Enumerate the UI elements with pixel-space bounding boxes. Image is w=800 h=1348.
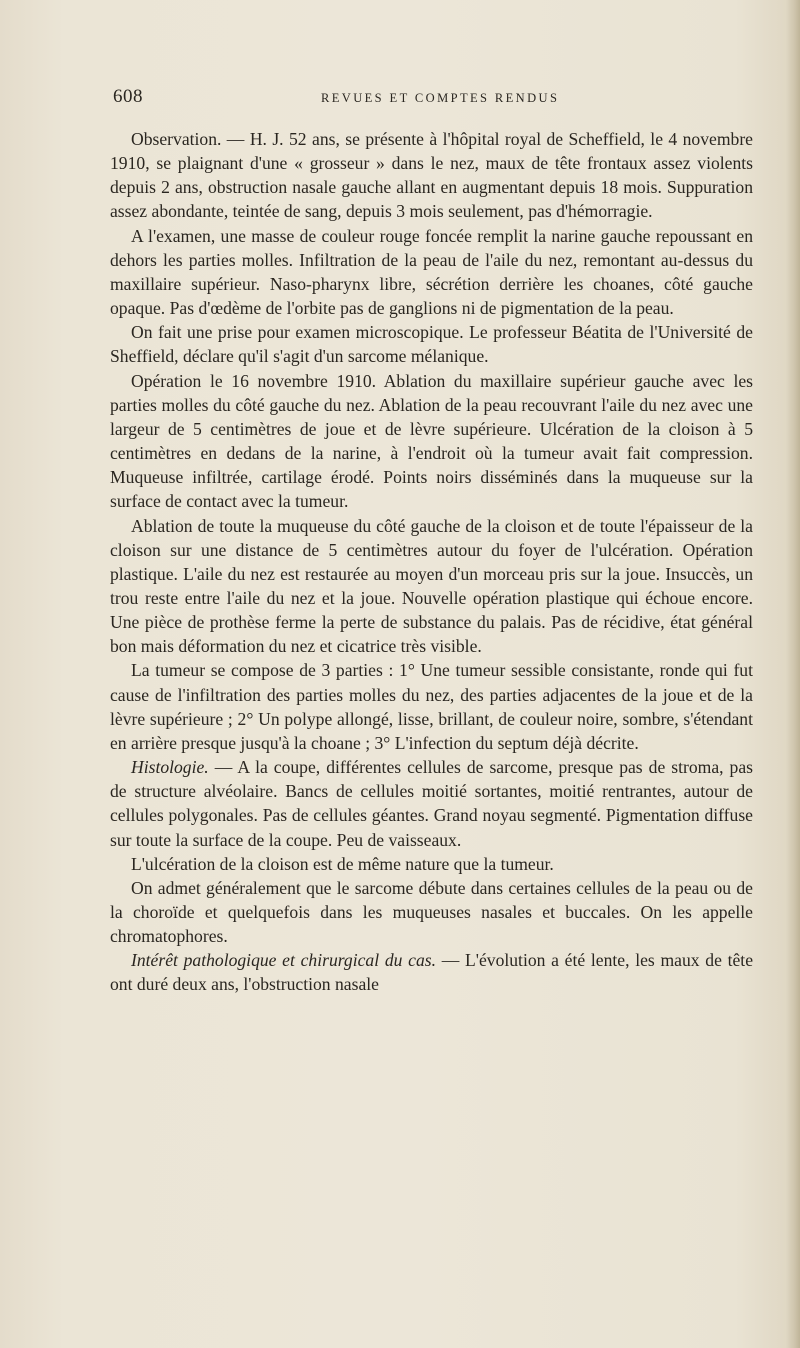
- interest-heading: Intérêt pathologique et chirurgical du cas.: [131, 950, 437, 971]
- body-text: [110, 127, 753, 997]
- paragraph-tumor-parts: La tumeur se compose de 3 parties : 1° Une tumeur sessible consistante, ronde qui fut cause de l'infiltration des parties molles du nez, des parties adjacentes de la joue et de la lèvre supérieure ; 2° Un polype allongé, lisse, brillant, de couleur noire, sombre, s'étendant en arrière presque jusqu'à la choane ; 3° L'infection du septum déjà décrite.: [110, 660, 753, 753]
- page-number: 608: [113, 86, 143, 107]
- histology-heading: Histologie.: [131, 757, 209, 778]
- paragraph-examination: A l'examen, une masse de couleur rouge foncée remplit la narine gauche repoussant en dehors les parties molles. Infiltration de la peau de l'aile du nez, remontant au-dessus du maxillaire supérieur. Naso-pharynx libre, sécrétion derrière les choanes, côté gauche opaque. Pas d'œdème de l'orbite pas de ganglions ni de pigmentation de la peau.: [110, 225, 753, 319]
- paragraph-biopsy: On fait une prise pour examen microscopique. Le professeur Béatita de l'Université de Sheffield, déclare qu'il s'agit d'un sarcome mélanique.: [110, 322, 753, 367]
- running-head: REVUES ET COMPTES RENDUS: [321, 91, 560, 105]
- paragraph-ulceration: L'ulcération de la cloison est de même nature que la tumeur.: [131, 853, 554, 874]
- paragraph-operation: Opération le 16 novembre 1910. Ablation du maxillaire supérieur gauche avec les parties molles du côté gauche du nez. Ablation de la peau recouvrant l'aile du nez avec une largeur de 5 centimètres de joue et de lèvre supérieure. Ulcération de la cloison à 5 centimètres en dedans de la narine, à l'endroit où la tumeur avait fait compression. Muqueuse infiltrée, cartilage érodé. Points noirs disséminés dans la muqueuse sur la surface de contact avec la tumeur.: [110, 370, 753, 512]
- paragraph-observation: Observation. — H. J. 52 ans, se présente à l'hôpital royal de Scheffield, le 4 novembre 1910, se plaignant d'une « grosseur » dans le nez, maux de tête frontaux assez violents depuis 2 ans, obstruction nasale gauche allant en augmentant depuis 18 mois. Suppuration assez abondante, teintée de sang, depuis 3 mois seulement, pas d'hémorragie.: [110, 129, 753, 222]
- paragraph-histology: Histologie. — A la coupe, différentes cellules de sarcome, presque pas de stroma, pas de structure alvéolaire. Bancs de cellules moitié sortantes, moitié rentrantes, autour de cellules polygonales. Pas de cellules géantes. Grand noyau segmenté. Pigmentation diffuse sur toute la surface de la coupe. Peu de vaisseaux.: [110, 757, 753, 850]
- paragraph-septum-ablation: Ablation de toute la muqueuse du côté gauche de la cloison et de toute l'épaisseur de la cloison sur une distance de 5 centimètres autour du foyer de l'ulcération. Opération plastique. L'aile du nez est restaurée au moyen d'un morceau pris sur la joue. Insuccès, un trou reste entre l'aile du nez et la joue. Nouvelle opération plastique qui échoue encore. Une pièce de prothèse ferme la perte de substance du palais. Pas de récidive, état général bon mais déformation du nez et cicatrice très visible.: [110, 515, 753, 657]
- page-header: [113, 86, 753, 116]
- page-edge-shadow: [786, 0, 800, 1348]
- paragraph-chromatophores: On admet généralement que le sarcome débute dans certaines cellules de la peau ou de la choroïde et quelquefois dans les muqueuses nasales et buccales. On les appelle chromatophores.: [110, 877, 753, 947]
- paragraph-interest: Intérêt pathologique et chirurgical du cas. — L'évolution a été lente, les maux de tête ont duré deux ans, l'obstruction nasale: [110, 950, 754, 995]
